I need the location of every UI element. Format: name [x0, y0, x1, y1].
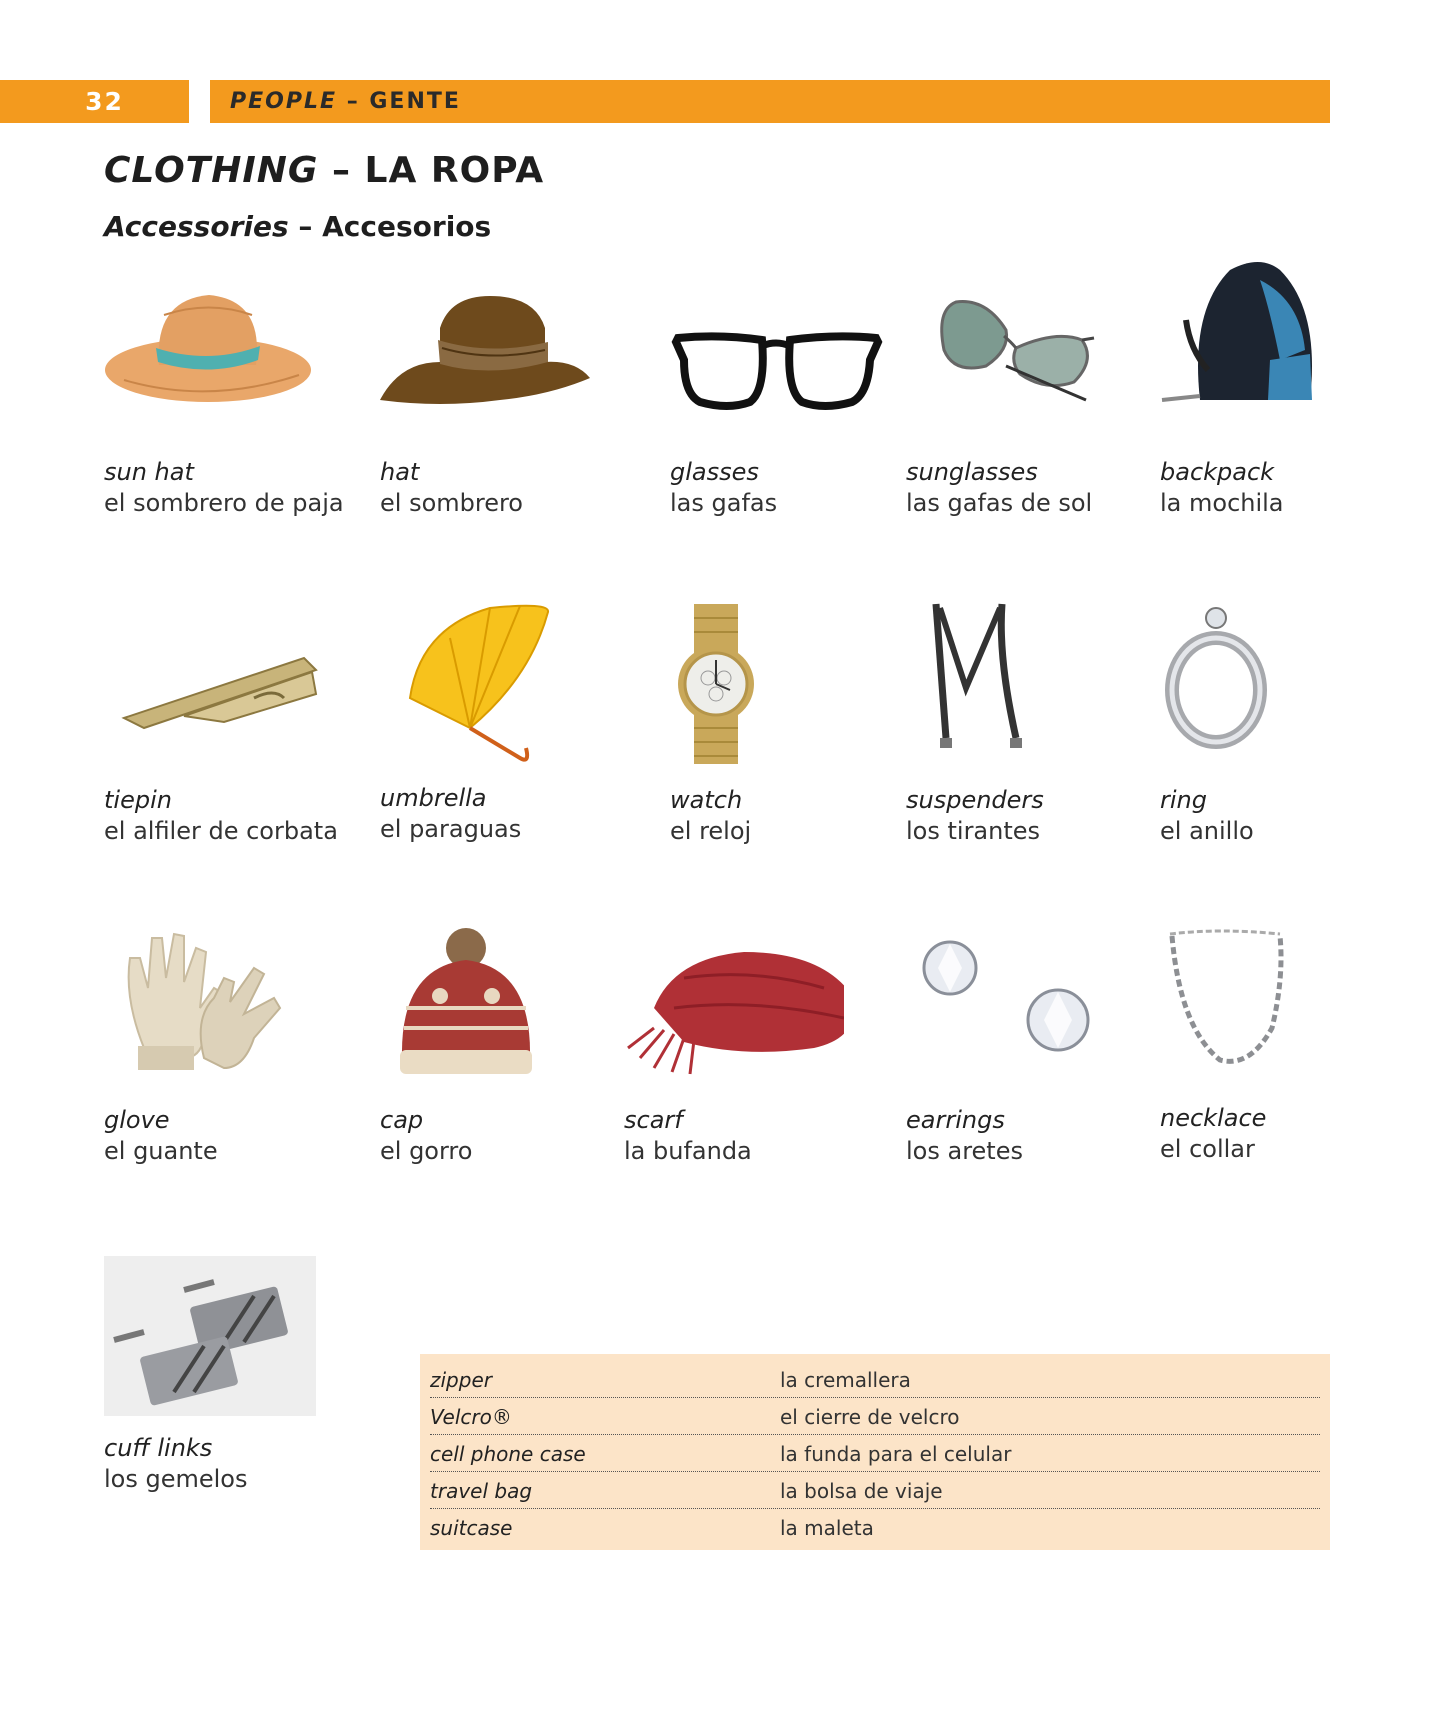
sun-hat-icon: [104, 270, 324, 440]
page-subtitle-es: Accesorios: [322, 210, 492, 243]
scarf-icon: [624, 918, 844, 1088]
watch-icon: [670, 598, 890, 768]
table-row: [430, 1472, 1320, 1509]
sunglasses-icon: [906, 270, 1126, 440]
item-label-en: ring: [1160, 786, 1207, 814]
item-label-es: el collar: [1160, 1135, 1255, 1163]
earrings-icon: [906, 918, 1126, 1088]
item-label-es: el guante: [104, 1137, 218, 1165]
item-label-es: el sombrero: [380, 489, 523, 517]
page-title-en: CLOTHING: [104, 150, 319, 191]
item-label-en: sun hat: [104, 458, 194, 486]
glove-icon: [104, 918, 324, 1088]
item-label-en: sunglasses: [906, 458, 1038, 486]
item-label-en: glasses: [670, 458, 759, 486]
table-cell-es: la cremallera: [780, 1368, 911, 1392]
table-cell-en: Velcro®: [430, 1405, 512, 1429]
page-subtitle-en: Accessories: [104, 210, 289, 243]
item-label-en: tiepin: [104, 786, 172, 814]
section-dash: –: [346, 89, 360, 114]
item-label-en: glove: [104, 1106, 170, 1134]
page-title: [104, 150, 544, 191]
table-cell-en: cell phone case: [430, 1442, 586, 1466]
table-row: [430, 1398, 1320, 1435]
table-cell-en: zipper: [430, 1368, 492, 1392]
item-label-es: la mochila: [1160, 489, 1284, 517]
glasses-icon: [670, 270, 890, 440]
item-label-en: suspenders: [906, 786, 1044, 814]
cuff-links-icon: [104, 1256, 316, 1416]
item-label-es: las gafas de sol: [906, 489, 1093, 517]
umbrella-icon: [380, 598, 600, 768]
item-label-en: earrings: [906, 1106, 1005, 1134]
ring-icon: [1160, 598, 1380, 768]
item-label-en: backpack: [1160, 458, 1275, 486]
table-cell-es: la bolsa de viaje: [780, 1479, 943, 1503]
item-label-es: el gorro: [380, 1137, 473, 1165]
item-label-es: el alfiler de corbata: [104, 817, 338, 845]
item-label-en: cap: [380, 1106, 424, 1134]
cap-icon: [380, 918, 600, 1088]
item-label-en: umbrella: [380, 784, 487, 812]
item-label-es: los tirantes: [906, 817, 1041, 845]
table-cell-es: la maleta: [780, 1516, 874, 1540]
tiepin-icon: [104, 598, 324, 768]
item-label-es: la bufanda: [624, 1137, 752, 1165]
necklace-icon: [1160, 918, 1380, 1088]
table-cell-en: suitcase: [430, 1516, 513, 1540]
hat-icon: [380, 270, 600, 440]
page-number: [0, 80, 189, 123]
page-subtitle: [104, 210, 491, 243]
page-title-es: LA ROPA: [364, 150, 545, 191]
item-label-en: cuff links: [104, 1434, 213, 1462]
item-label-en: necklace: [1160, 1104, 1267, 1132]
backpack-icon: [1160, 250, 1380, 440]
page-subtitle-dash: –: [298, 210, 313, 243]
item-label-es: el anillo: [1160, 817, 1254, 845]
table-cell-es: la funda para el celular: [780, 1442, 1012, 1466]
item-label-es: el sombrero de paja: [104, 489, 344, 517]
table-row: [430, 1435, 1320, 1472]
vocab-table: [420, 1354, 1330, 1550]
item-label-es: el paraguas: [380, 815, 522, 843]
page-title-dash: –: [331, 150, 351, 191]
table-row: [430, 1509, 1320, 1545]
suspenders-icon: [906, 598, 1126, 768]
section-header: [210, 80, 1330, 123]
item-label-es: las gafas: [670, 489, 778, 517]
item-label-es: el reloj: [670, 817, 752, 845]
item-label-es: los aretes: [906, 1137, 1023, 1165]
table-cell-en: travel bag: [430, 1479, 533, 1503]
item-label-en: hat: [380, 458, 420, 486]
section-title-es: GENTE: [369, 89, 461, 114]
item-label-es: los gemelos: [104, 1465, 248, 1493]
item-label-en: watch: [670, 786, 743, 814]
section-title-en: PEOPLE: [230, 89, 338, 114]
item-label-en: scarf: [624, 1106, 683, 1134]
page-number-text: 32: [85, 87, 124, 116]
table-row: [430, 1361, 1320, 1398]
table-cell-es: el cierre de velcro: [780, 1405, 960, 1429]
